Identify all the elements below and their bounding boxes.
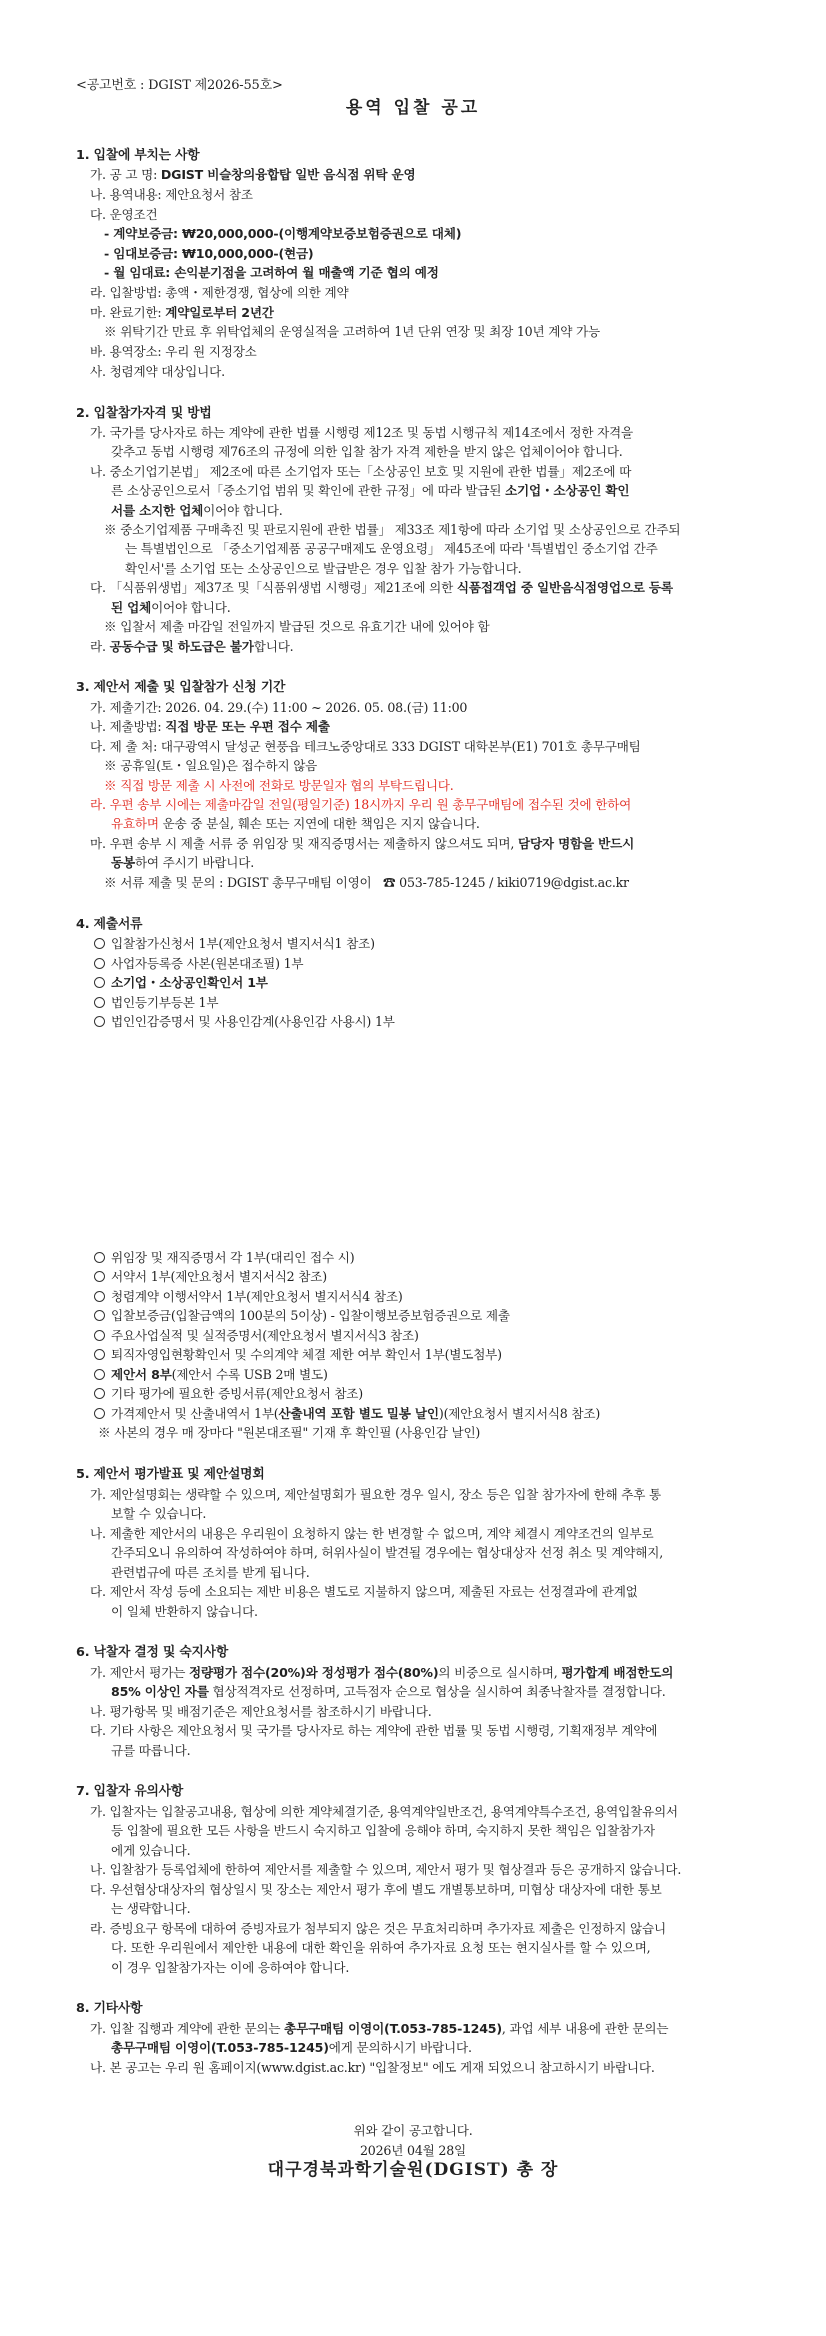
s7-item-d-2: 다. 또한 우리원에서 제안한 내용에 대한 확인을 위하여 추가자료 요청 또는 현지실사를 할 수 있으며, <box>111 1940 651 1955</box>
s2-note-1-2: 는 특별법인으로 「중소기업제품 공공구매제도 운영요령」 제45조에 따라 '특별법인 중소기업 간주 <box>125 541 658 556</box>
s7-item-a-2: 등 입찰에 필요한 모든 사항을 반드시 숙지하고 입찰에 응해야 하며, 숙지하지 못한 책임은 입찰참가자 <box>111 1823 655 1838</box>
circle-bullet-icon <box>94 1016 105 1027</box>
circle-bullet-icon <box>94 938 105 949</box>
s3-item-a: 가. 제출기간: 2026. 04. 29.(수) 11:00 ~ 2026. 05. 08.(금) 11:00 <box>90 700 468 715</box>
s4-note: ※ 사본의 경우 매 장마다 "원본대조필" 기재 후 확인필 (사용인감 날인) <box>98 1425 481 1440</box>
notice-number: <공고번호 : DGIST 제2026-55호> <box>76 78 283 93</box>
list-item: 입찰참가신청서 1부(제안요청서 별지서식1 참조) <box>94 936 375 952</box>
list-item: 기타 평가에 필요한 증빙서류(제안요청서 참조) <box>94 1386 363 1402</box>
s1-item-f: 바. 용역장소: 우리 원 지정장소 <box>90 344 257 359</box>
s3-note-2: ※ 직접 방문 제출 시 사전에 전화로 방문일자 협의 부탁드립니다. <box>104 778 454 793</box>
s3-item-b: 나. 제출방법: 직접 방문 또는 우편 접수 제출 <box>90 719 330 734</box>
section-6-heading: 6. 낙찰자 결정 및 숙지사항 <box>76 1645 229 1660</box>
s1-item-e: 마. 완료기한: 계약일로부터 2년간 <box>90 305 274 320</box>
circle-bullet-icon <box>94 1310 105 1321</box>
section-8-heading: 8. 기타사항 <box>76 2001 143 2016</box>
list-item: 가격제안서 및 산출내역서 1부(산출내역 포함 별도 밀봉 날인)(제안요청서 별지서식8 참조) <box>94 1406 600 1422</box>
s1-item-g: 사. 청렴계약 대상입니다. <box>90 364 225 379</box>
s5-item-a-1: 가. 제안설명회는 생략할 수 있으며, 제안설명회가 필요한 경우 일시, 장소 등은 입찰 참가자에 한해 추후 통 <box>90 1487 662 1502</box>
s3-item-e-1: 마. 우편 송부 시 제출 서류 중 위임장 및 재직증명서는 제출하지 않으셔도 되며, 담당자 명함을 반드시 <box>90 836 635 851</box>
s7-item-a-1: 가. 입찰자는 입찰공고내용, 협상에 의한 계약체결기준, 용역계약일반조건, 용역계약특수조건, 용역입찰유의서 <box>90 1804 678 1819</box>
list-item: 제안서 8부(제안서 수록 USB 2매 별도) <box>94 1367 328 1383</box>
circle-bullet-icon <box>94 1408 105 1419</box>
s6-item-c-1: 다. 기타 사항은 제안요청서 및 국가를 당사자로 하는 계약에 관한 법률 및 동법 시행령, 기획재정부 계약에 <box>90 1723 658 1738</box>
circle-bullet-icon <box>94 1252 105 1263</box>
list-item: 청렴계약 이행서약서 1부(제안요청서 별지서식4 참조) <box>94 1289 403 1305</box>
circle-bullet-icon <box>94 958 105 969</box>
circle-bullet-icon <box>94 1330 105 1341</box>
s3-item-e-2: 동봉하여 주시기 바랍니다. <box>111 855 255 870</box>
s3-item-d-2: 유효하며 운송 중 분실, 훼손 또는 지연에 대한 책임은 지지 않습니다. <box>111 816 480 831</box>
section-1-heading: 1. 입찰에 부치는 사항 <box>76 148 200 163</box>
s5-item-b-3: 관련법규에 따른 조치를 받게 됩니다. <box>111 1565 310 1580</box>
s7-item-d-3: 이 경우 입찰참가자는 이에 응하여야 합니다. <box>111 1960 350 1975</box>
closing-statement: 위와 같이 공고합니다. <box>353 2123 473 2138</box>
s2-note-1-1: ※ 중소기업제품 구매촉진 및 판로지원에 관한 법률」 제33조 제1항에 따라 소기업 및 소상공인으로 간주되 <box>104 522 681 537</box>
list-item: 퇴직자영입현황확인서 및 수의계약 체결 제한 여부 확인서 1부(별도첨부) <box>94 1347 502 1363</box>
circle-bullet-icon <box>94 1349 105 1360</box>
s2-item-a-2: 갖추고 동법 시행령 제76조의 규정에 의한 입찰 참가 자격 제한을 받지 않은 업체이어야 합니다. <box>111 444 623 459</box>
s2-note-2: ※ 입찰서 제출 마감일 전일까지 발급된 것으로 유효기간 내에 있어야 함 <box>104 619 490 634</box>
s8-item-a-1: 가. 입찰 집행과 계약에 관한 문의는 총무구매팀 이영이(T.053-785-1245), 과업 세부 내용에 관한 문의는 <box>90 2021 669 2036</box>
s7-item-c-1: 다. 우선협상대상자의 협상일시 및 장소는 제안서 평가 후에 별도 개별통보하며, 미협상 대상자에 대한 통보 <box>90 1882 662 1897</box>
s2-item-a-1: 가. 국가를 당사자로 하는 계약에 관한 법률 시행령 제12조 및 동법 시행규칙 제14조에서 정한 자격을 <box>90 425 633 440</box>
s1-lease-deposit: - 임대보증금: ₩10,000,000-(현금) <box>104 246 314 261</box>
s3-contact: ※ 서류 제출 및 문의 : DGIST 총무구매팀 이영이 ☎ 053-785-1245 / kiki0719@dgist.ac.kr <box>104 875 629 890</box>
phone-contact: ☎ 053-785-1245 / kiki0719@dgist.ac.kr <box>382 875 629 890</box>
s1-note: ※ 위탁기간 만료 후 위탁업체의 운영실적을 고려하여 1년 단위 연장 및 최장 10년 계약 가능 <box>104 324 600 339</box>
s2-item-c-1: 다. 「식품위생법」제37조 및「식품위생법 시행령」제21조에 의한 식품접객업 중 일반음식점영업으로 등록 <box>90 580 673 595</box>
s1-item-a: 가. 공 고 명: DGIST 비슬창의융합탑 일반 음식점 위탁 운영 <box>90 167 416 182</box>
s6-item-a-2: 85% 이상인 자를 협상적격자로 선정하며, 고득점자 순으로 협상을 실시하여 최종낙찰자를 결정합니다. <box>111 1684 666 1699</box>
list-item: 사업자등록증 사본(원본대조필) 1부 <box>94 956 303 972</box>
s1-contract-deposit: - 계약보증금: ₩20,000,000-(이행계약보증보험증권으로 대체) <box>104 226 462 241</box>
s2-item-b-2: 른 소상공인으로서「중소기업 범위 및 확인에 관한 규정」에 따라 발급된 소기업・소상공인 확인 <box>111 483 630 498</box>
s7-item-d-1: 라. 증빙요구 항목에 대하여 증빙자료가 첨부되지 않은 것은 무효처리하며 추가자료 제출은 인정하지 않습니 <box>90 1921 666 1936</box>
s6-item-a-1: 가. 제안서 평가는 정량평가 점수(20%)와 정성평가 점수(80%)의 비중으로 실시하며, 평가합계 배점한도의 <box>90 1665 674 1680</box>
circle-bullet-icon <box>94 1291 105 1302</box>
list-item: 주요사업실적 및 실적증명서(제안요청서 별지서식3 참조) <box>94 1328 419 1344</box>
s7-item-a-3: 에게 있습니다. <box>111 1843 191 1858</box>
document-title: 용역 입찰 공고 <box>345 98 481 118</box>
s5-item-a-2: 보할 수 있습니다. <box>111 1506 207 1521</box>
s5-item-b-2: 간주되오니 유의하여 작성하여야 하며, 허위사실이 발견될 경우에는 협상대상자 선정 취소 및 계약해지, <box>111 1545 663 1560</box>
s7-item-b: 나. 입찰참가 등록업체에 한하여 제안서를 제출할 수 있으며, 제안서 평가 및 협상결과 등은 공개하지 않습니다. <box>90 1862 682 1877</box>
s3-item-c: 다. 제 출 처: 대구광역시 달성군 현풍읍 테크노중앙대로 333 DGIST 대학본부(E1) 701호 총무구매팀 <box>90 739 641 754</box>
issuer-organization: 대구경북과학기술원(DGIST) 총 장 <box>267 2160 559 2180</box>
s1-item-d: 라. 입찰방법: 총액・제한경쟁, 협상에 의한 계약 <box>90 285 349 300</box>
circle-bullet-icon <box>94 977 105 988</box>
s5-item-c-2: 이 일체 반환하지 않습니다. <box>111 1604 258 1619</box>
s6-item-c-2: 규를 따릅니다. <box>111 1743 191 1758</box>
list-item: 서약서 1부(제안요청서 별지서식2 참조) <box>94 1269 327 1285</box>
s2-note-1-3: 확인서'를 소기업 또는 소상공인으로 발급받은 경우 입찰 참가 가능합니다. <box>125 561 522 576</box>
s5-item-b-1: 나. 제출한 제안서의 내용은 우리원이 요청하지 않는 한 변경할 수 없으며, 계약 체결시 계약조건의 일부로 <box>90 1526 654 1541</box>
section-7-heading: 7. 입찰자 유의사항 <box>76 1784 184 1799</box>
s8-item-a-2: 총무구매팀 이영이(T.053-785-1245)에게 문의하시기 바랍니다. <box>111 2040 472 2055</box>
list-item: 법인등기부등본 1부 <box>94 995 218 1011</box>
s2-item-c-2: 된 업체이어야 합니다. <box>111 600 231 615</box>
s1-monthly-rent: - 월 임대료: 손익분기점을 고려하여 월 매출액 기준 협의 예정 <box>104 265 439 280</box>
notice-date: 2026년 04월 28일 <box>359 2143 466 2158</box>
s2-item-b-3: 서를 소지한 업체이어야 합니다. <box>111 503 283 518</box>
list-item: 법인인감증명서 및 사용인감계(사용인감 사용시) 1부 <box>94 1014 395 1030</box>
list-item: 위임장 및 재직증명서 각 1부(대리인 접수 시) <box>94 1250 354 1266</box>
s1-item-c: 다. 운영조건 <box>90 207 158 222</box>
circle-bullet-icon <box>94 997 105 1008</box>
circle-bullet-icon <box>94 1271 105 1282</box>
s8-item-b: 나. 본 공고는 우리 원 홈페이지(www.dgist.ac.kr) "입찰정보" 에도 게재 되었으니 참고하시기 바랍니다. <box>90 2060 655 2075</box>
section-2-heading: 2. 입찰참가자격 및 방법 <box>76 406 212 421</box>
s3-item-d-1: 라. 우편 송부 시에는 제출마감일 전일(평일기준) 18시까지 우리 원 총무구매팀에 접수된 것에 한하여 <box>90 797 632 812</box>
circle-bullet-icon <box>94 1388 105 1399</box>
s1-item-b: 나. 용역내용: 제안요청서 참조 <box>90 187 253 202</box>
circle-bullet-icon <box>94 1369 105 1380</box>
section-3-heading: 3. 제안서 제출 및 입찰참가 신청 기간 <box>76 680 286 695</box>
s5-item-c-1: 다. 제안서 작성 등에 소요되는 제반 비용은 별도로 지불하지 않으며, 제출된 자료는 선정결과에 관계없 <box>90 1584 638 1599</box>
s6-item-b: 나. 평가항목 및 배점기준은 제안요청서를 참조하시기 바랍니다. <box>90 1704 432 1719</box>
s2-item-d: 라. 공동수급 및 하도급은 불가합니다. <box>90 639 294 654</box>
s2-item-b-1: 나. 중소기업기본법」 제2조에 따른 소기업자 또는「소상공인 보호 및 지원에 관한 법률」제2조에 따 <box>90 464 632 479</box>
list-item: 소기업・소상공인확인서 1부 <box>94 975 268 991</box>
section-4-heading: 4. 제출서류 <box>76 917 143 932</box>
s3-note-1: ※ 공휴일(토・일요일)은 접수하지 않음 <box>104 758 318 773</box>
section-5-heading: 5. 제안서 평가발표 및 제안설명회 <box>76 1467 265 1482</box>
list-item: 입찰보증금(입찰금액의 100분의 5이상) - 입찰이행보증보험증권으로 제출 <box>94 1308 510 1324</box>
s7-item-c-2: 는 생략합니다. <box>111 1901 191 1916</box>
